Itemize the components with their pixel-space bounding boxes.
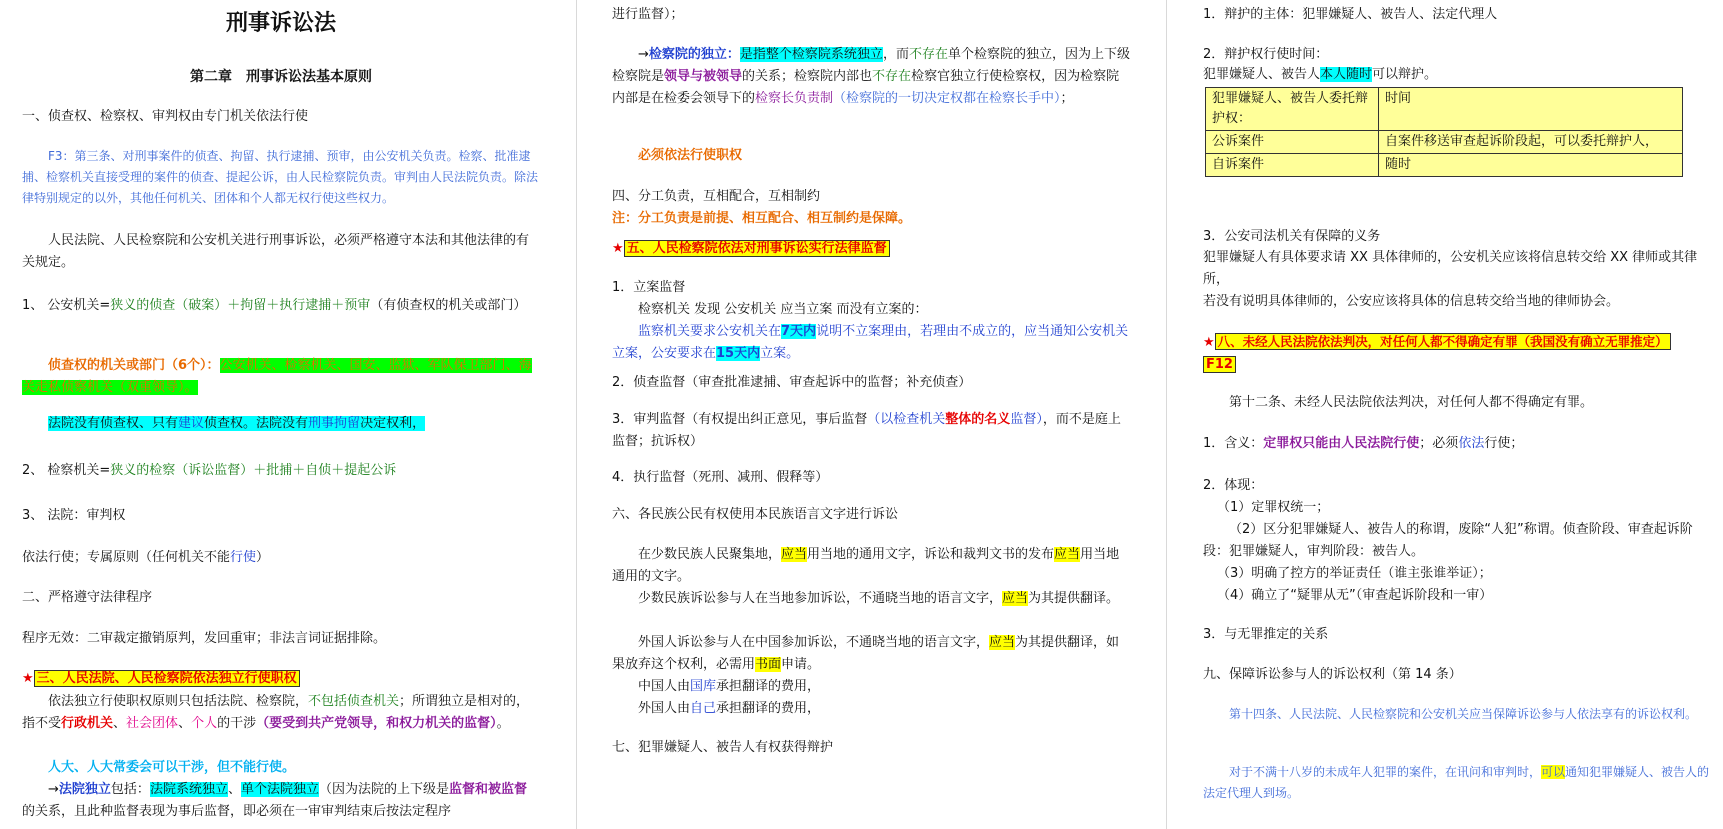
defense-time-heading: 2．辩护权行使时间： [1203, 47, 1329, 62]
fee-chinese: 中国人由国库承担翻译的费用， [638, 679, 821, 694]
minor-case-quote: 对于不满十八岁的未成年人犯罪的案件，在讯问和审判时，可以通知犯罪嫌疑人、被告人的法定代理人到场。 [1203, 765, 1710, 800]
column-divider-2 [1166, 0, 1167, 829]
meaning: 1．含义：定罪权只能由人民法院行使；必须依法行使； [1203, 436, 1524, 451]
section-4-note: 注：分工负责是前提、相互配合、相互制约是保障。 [612, 211, 912, 226]
section-2-text: 程序无效：二审裁定撤销原判，发回重审；非法言词证据排除。 [22, 631, 387, 646]
supervision-4: 4．执行监督（死刑、减刑、假释等） [612, 470, 829, 485]
column-2 [612, 0, 1132, 829]
lawful-exercise: 依法行使；专属原则（任何机关不能行使） [22, 550, 270, 565]
table-cell: 自案件移送审查起诉阶段起，可以委托辩护人， [1379, 131, 1683, 154]
article-12: 第十二条、未经人民法院依法判决，对任何人都不得确定有罪。 [1229, 395, 1594, 410]
column-divider-1 [576, 0, 577, 829]
table-header-cell: 犯罪嫌疑人、被告人委托辩护权： [1206, 88, 1379, 131]
section-2-heading: 二、严格遵守法律程序 [22, 590, 153, 605]
table-cell: 公诉案件 [1206, 131, 1379, 154]
supervision-1-sub: 检察机关 发现 公安机关 应当立案 而没有立案的： [638, 302, 928, 317]
section-3-paragraph: 依法独立行使职权原则只包括法院、检察院，不包括侦查机关；所谓独立是相对的，指不受行政机关、社会团体、个人的干涉（要受到共产党领导，和权力机关的监督）。 [22, 694, 530, 731]
supervision-1: 1．立案监督 [612, 280, 686, 295]
table-cell: 随时 [1379, 154, 1683, 177]
guarantee-heading: 3．公安司法机关有保障的义务 [1203, 229, 1381, 244]
table-header-row [1206, 88, 1683, 131]
column-1 [22, 0, 540, 829]
defense-table [1205, 87, 1683, 177]
section-8-heading: ★ 八、未经人民法院依法判决，对任何人都不得确定有罪（我国没有确立无罪推定） [1203, 331, 1718, 354]
fee-foreigner: 外国人由自己承担翻译的费用， [638, 701, 821, 716]
doc-title: 刑事诉讼法 [225, 10, 336, 36]
guarantee-para-1: 犯罪嫌疑人有具体要求请 XX 具体律师的，公安机关应该将信息转交给 XX 律师或其律所， [1203, 250, 1698, 287]
column-3 [1203, 0, 1718, 829]
section-7-heading: 七、犯罪嫌疑人、被告人有权获得辩护 [612, 740, 834, 755]
star-icon: ★ [612, 241, 624, 256]
manifestation-heading: 2．体现： [1203, 478, 1264, 493]
defense-subject: 1．辩护的主体：犯罪嫌疑人、被告人、法定代理人 [1203, 7, 1498, 22]
supervision-3: 3．审判监督（有权提出纠正意见，事后监督（以检查机关整体的名义监督），而不是庭上监督；抗诉权） [612, 412, 1121, 449]
court-independence: →法院独立包括：法院系统独立、单个法院独立（因为法院的上下级是监督和被监督的关系，且此种监督表现为事后监督，即必须在一审审判结束后按法定程序 [22, 782, 528, 819]
language-para-3: 外国人诉讼参与人在中国参加诉讼，不通晓当地的语言文字，应当为其提供翻译，如果放弃这个权利，必需用书面申请。 [612, 635, 1120, 672]
court-no-investigation: 法院没有侦查权、只有建议侦查权。法院没有刑事拘留决定权利， [48, 416, 426, 431]
section-6-heading: 六、各民族公民有权使用本民族语言文字进行诉讼 [612, 507, 899, 522]
star-icon: ★ [1203, 335, 1215, 350]
table-row [1206, 131, 1683, 154]
procuratorate-independence: →检察院的独立：是指整个检察院系统独立，而不存在单个检察院的独立，因为上下级检察院是领导与被领导的关系；检察院内部也不存在检察官独立行使检察权，因为检察院内部是在检委会领导下的检察长负责制（检察院的一切决定权都在检察长手中）； [612, 47, 1130, 106]
section-1-heading: 一、侦查权、检察权、审判权由专门机关依法行使 [22, 109, 309, 124]
must-exercise-lawfully: 必须依法行使职权 [638, 148, 743, 163]
table-cell: 自诉案件 [1206, 154, 1379, 177]
item-1-police: 1、 公安机关=狭义的侦查（破案）＋拘留＋执行逮捕＋预审（有侦查权的机关或部门） [22, 298, 527, 313]
manifestation-4: （4）确立了“疑罪从无”（审查起诉阶段和一审） [1217, 588, 1493, 603]
article-14-quote: 第十四条、人民法院、人民检察院和公安机关应当保障诉讼参与人依法享有的诉讼权利。 [1229, 707, 1698, 721]
strict-procedure-paragraph: 人民法院、人民检察院和公安机关进行刑事诉讼，必须严格遵守本法和其他法律的有关规定。 [22, 233, 530, 270]
supervision-2: 2．侦查监督（审查批准逮捕、审查起诉中的监督；补充侦查） [612, 375, 972, 390]
section-4-heading: 四、分工负责，互相配合，互相制约 [612, 189, 821, 204]
continued-text: 进行监督）； [612, 7, 684, 22]
npc-line: 人大、人大常委会可以干涉，但不能行使。 [48, 760, 296, 775]
manifestation-3: （3）明确了控方的举证责任（谁主张谁举证）； [1217, 566, 1492, 581]
language-para-1: 在少数民族人民聚集地，应当用当地的通用文字，诉讼和裁判文书的发布应当用当地通用的文字。 [612, 547, 1120, 584]
section-8-ref: F12 [1203, 354, 1718, 376]
presumption-relation: 3．与无罪推定的关系 [1203, 627, 1329, 642]
guarantee-para-2: 若没有说明具体律师的，公安应该将具体的信息转交给当地的律师协会。 [1203, 294, 1620, 309]
item-2-procuratorate: 2、 检察机关=狭义的检察（诉讼监督）＋批捕＋自侦＋提起公诉 [22, 463, 397, 478]
item-3-court: 3、 法院：审判权 [22, 508, 126, 523]
section-3-heading: ★ 三、人民法院、人民检察院依法独立行使职权 [22, 668, 540, 690]
chapter-heading: 第二章 刑事诉讼法基本原则 [190, 69, 372, 85]
table-row [1206, 154, 1683, 177]
table-header-cell: 时间 [1379, 88, 1683, 131]
section-5-heading: ★ 五、人民检察院依法对刑事诉讼实行法律监督 [612, 238, 1132, 260]
language-para-2: 少数民族诉讼参与人在当地参加诉讼，不通晓当地的语言文字，应当为其提供翻译。 [638, 591, 1120, 606]
star-icon: ★ [22, 671, 34, 686]
defense-time-detail: 犯罪嫌疑人、被告人本人随时可以辩护。 [1203, 67, 1438, 82]
manifestation-2: （2）区分犯罪嫌疑人、被告人的称谓，废除“人犯”称谓。侦查阶段、审查起诉阶段：犯罪嫌疑人，审判阶段：被告人。 [1203, 522, 1693, 559]
manifestation-1: （1）定罪权统一； [1217, 500, 1330, 515]
supervision-1-detail: 监察机关要求公安机关在7天内说明不立案理由，若理由不成立的，应当通知公安机关立案，公安要求在15天内立案。 [612, 324, 1129, 361]
article-3-quote: F3：第三条、对刑事案件的侦查、拘留、执行逮捕、预审，由公安机关负责。检察、批准逮捕、检察机关直接受理的案件的侦查、提起公诉，由人民检察院负责。审判由人民法院负责。除法律特别规定的以外，其他任何机关、团体和个人都无权行使这些权力。 [22, 149, 539, 205]
section-9-heading: 九、保障诉讼参与人的诉讼权利（第 14 条） [1203, 667, 1462, 682]
investigation-bodies: 侦查权的机关或部门（6个）：公安机关、检察机关、国安、监狱、军队保卫部门、海关走私侦察机关（双重领导）。 [22, 358, 532, 395]
